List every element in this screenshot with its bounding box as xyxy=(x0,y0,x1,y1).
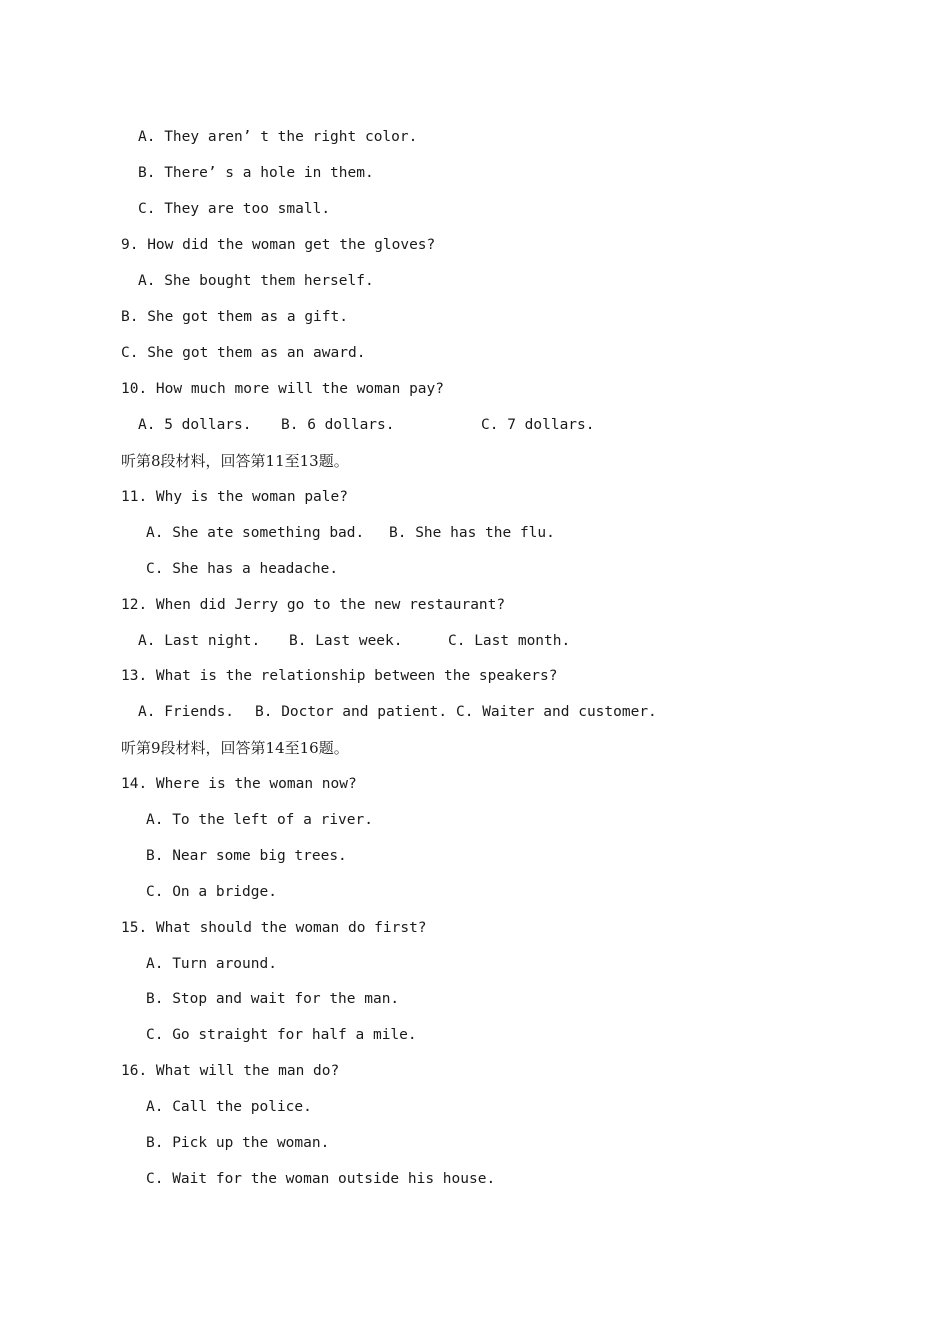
option-9a: A. She bought them herself. xyxy=(138,273,374,289)
option-15c: C. Go straight for half a mile. xyxy=(146,1027,417,1043)
option-13a: A. Friends. xyxy=(138,704,235,720)
option-8c: C. They are too small. xyxy=(138,201,331,217)
question-11: 11. Why is the woman pale? xyxy=(121,489,348,505)
option-15b: B. Stop and wait for the man. xyxy=(146,991,400,1007)
section-heading-8: 听第8段材料，回答第11至13题。 xyxy=(121,452,349,470)
option-12a: A. Last night. xyxy=(138,633,261,649)
section-heading-9: 听第9段材料，回答第14至16题。 xyxy=(121,739,349,757)
option-8a: A. They aren’ t the right color. xyxy=(138,129,418,145)
question-9: 9. How did the woman get the gloves? xyxy=(121,237,436,253)
option-16c: C. Wait for the woman outside his house. xyxy=(146,1171,496,1187)
option-14c: C. On a bridge. xyxy=(146,884,277,900)
option-12c: C. Last month. xyxy=(448,633,571,649)
option-10a: A. 5 dollars. xyxy=(138,417,252,433)
option-16b: B. Pick up the woman. xyxy=(146,1135,330,1151)
option-16a: A. Call the police. xyxy=(146,1099,312,1115)
option-10c: C. 7 dollars. xyxy=(481,417,595,433)
option-11a: A. She ate something bad. xyxy=(146,525,365,541)
question-13: 13. What is the relationship between the speakers? xyxy=(121,668,558,684)
option-10b: B. 6 dollars. xyxy=(281,417,395,433)
question-12: 12. When did Jerry go to the new restaurant? xyxy=(121,597,506,613)
option-11c: C. She has a headache. xyxy=(146,561,339,577)
question-15: 15. What should the woman do first? xyxy=(121,920,427,936)
option-9b: B. She got them as a gift. xyxy=(121,309,348,325)
option-9c: C. She got them as an award. xyxy=(121,345,366,361)
question-16: 16. What will the man do? xyxy=(121,1063,340,1079)
option-11b: B. She has the flu. xyxy=(389,525,555,541)
question-14: 14. Where is the woman now? xyxy=(121,776,357,792)
option-14a: A. To the left of a river. xyxy=(146,812,373,828)
option-12b: B. Last week. xyxy=(289,633,403,649)
option-8b: B. There’ s a hole in them. xyxy=(138,165,374,181)
option-13c: C. Waiter and customer. xyxy=(456,704,657,720)
option-13b: B. Doctor and patient. xyxy=(255,704,448,720)
question-10: 10. How much more will the woman pay? xyxy=(121,381,445,397)
option-15a: A. Turn around. xyxy=(146,956,277,972)
option-14b: B. Near some big trees. xyxy=(146,848,347,864)
